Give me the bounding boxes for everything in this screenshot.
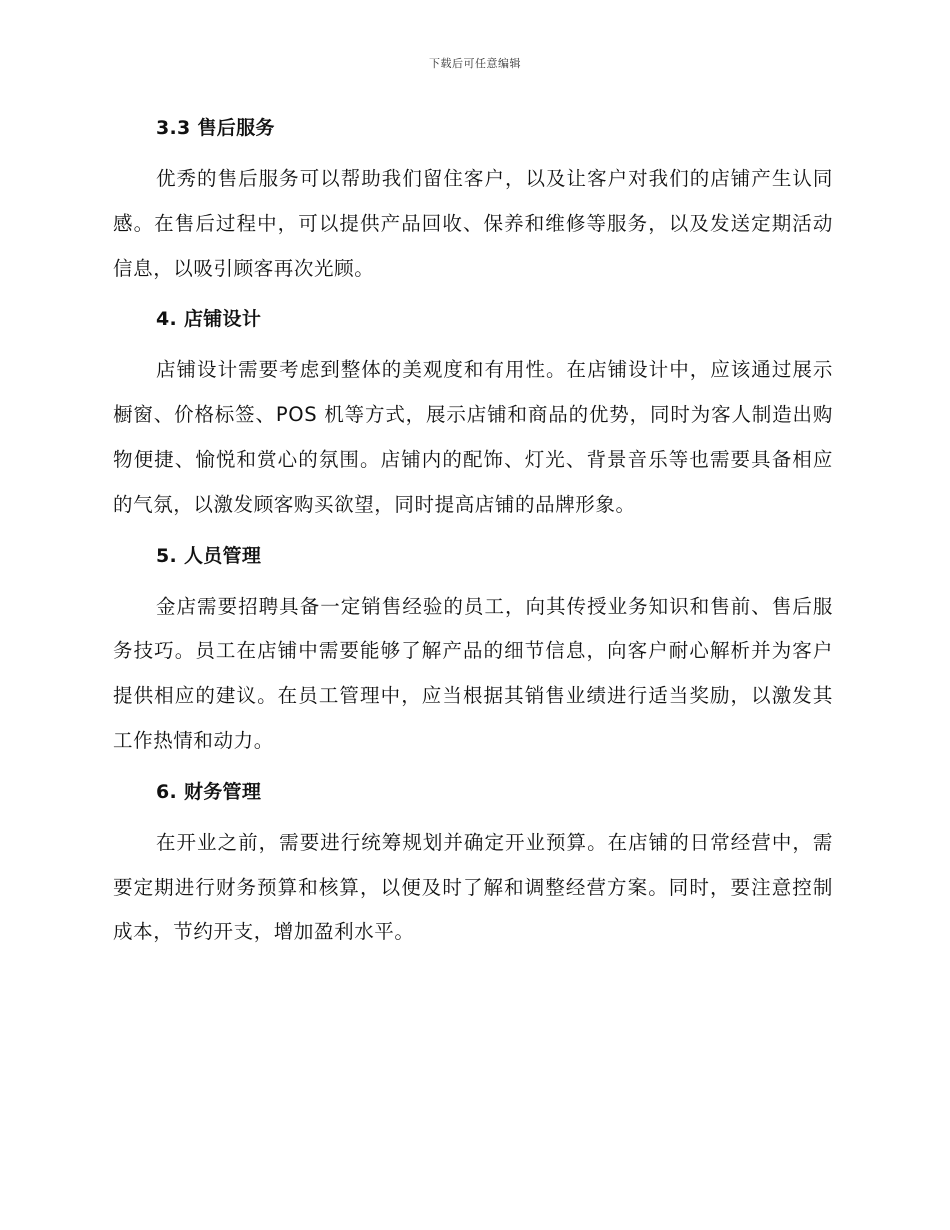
section-paragraph: 店铺设计需要考虑到整体的美观度和有用性。在店铺设计中，应该通过展示橱窗、价格标签、POS 机等方式，展示店铺和商品的优势，同时为客人制造出购物便捷、愉悦和赏心的氛围。店铺内的配饰、灯光、背景音乐等也需要具备相应的气氛，以激发顾客购买欲望，同时提高店铺的品牌形象。	[113, 358, 833, 516]
section-heading: 3.3 售后服务	[156, 117, 275, 139]
section-staff-management	[113, 534, 833, 764]
document-content	[113, 106, 833, 955]
section-store-design	[113, 297, 833, 527]
section-paragraph: 在开业之前，需要进行统筹规划并确定开业预算。在店铺的日常经营中，需要定期进行财务预算和核算，以便及时了解和调整经营方案。同时，要注意控制成本，节约开支，增加盈利水平。	[113, 830, 833, 944]
section-paragraph: 金店需要招聘具备一定销售经验的员工，向其传授业务知识和售前、售后服务技巧。员工在店铺中需要能够了解产品的细节信息，向客户耐心解析并为客户提供相应的建议。在员工管理中，应当根据其销售业绩进行适当奖励，以激发其工作热情和动力。	[113, 594, 833, 752]
section-heading: 6. 财务管理	[156, 780, 262, 803]
page-header-note: 下载后可任意编辑	[429, 57, 521, 70]
section-heading: 5. 人员管理	[156, 544, 262, 567]
section-heading: 4. 店铺设计	[156, 308, 262, 331]
section-paragraph: 优秀的售后服务可以帮助我们留住客户，以及让客户对我们的店铺产生认同感。在售后过程中，可以提供产品回收、保养和维修等服务，以及发送定期活动信息，以吸引顾客再次光顾。	[113, 167, 833, 280]
section-financial-management	[113, 770, 833, 955]
section-after-sales-service	[113, 106, 833, 291]
